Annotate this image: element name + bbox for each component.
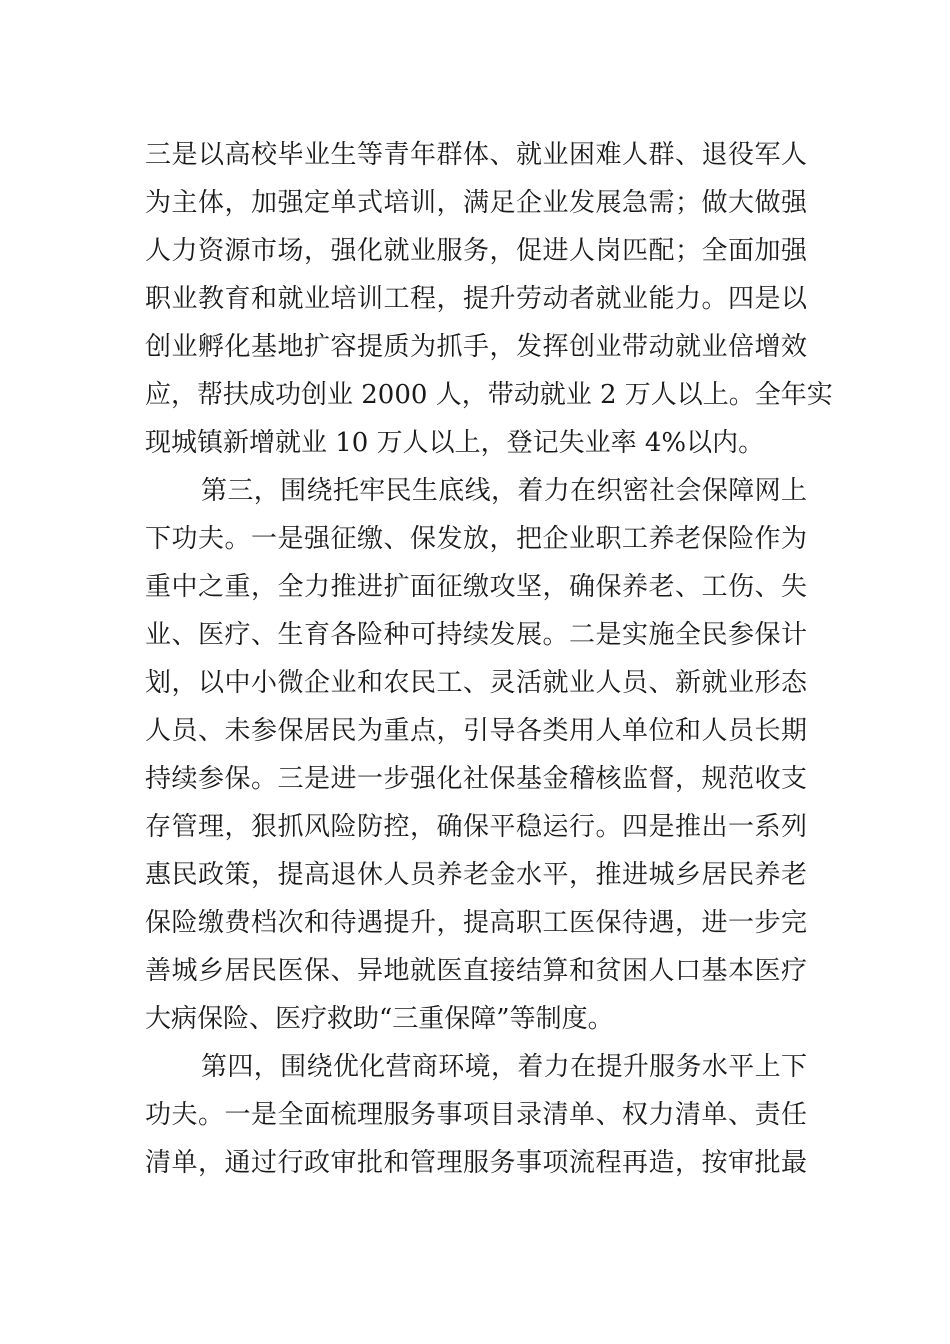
paragraph-line: 下功夫。一是强征缴、保发放，把企业职工养老保险作为: [145, 524, 807, 554]
paragraph-line: 第四，围绕优化营商环境，着力在提升服务水平上下: [201, 1052, 807, 1082]
paragraph-line: 应，帮扶成功创业 2000 人，带动就业 2 万人以上。全年实: [145, 380, 833, 410]
paragraph-line: 惠民政策，提高退休人员养老金水平，推进城乡居民养老: [145, 860, 807, 890]
paragraph-1: [145, 131, 833, 467]
paragraph-line: 善城乡居民医保、异地就医直接结算和贫困人口基本医疗: [145, 956, 807, 986]
paragraph-line: 人力资源市场，强化就业服务，促进人岗匹配；全面加强: [145, 236, 807, 266]
paragraph-line: 三是以高校毕业生等青年群体、就业困难人群、退役军人: [145, 140, 807, 170]
paragraph-line: 存管理，狠抓风险防控，确保平稳运行。四是推出一系列: [145, 812, 807, 842]
paragraph-line: 第三，围绕托牢民生底线，着力在织密社会保障网上: [201, 476, 807, 506]
paragraph-line: 人员、未参保居民为重点，引导各类用人单位和人员长期: [145, 716, 807, 746]
paragraph-line: 业、医疗、生育各险种可持续发展。二是实施全民参保计: [145, 620, 807, 650]
paragraph-line: 重中之重，全力推进扩面征缴攻坚，确保养老、工伤、失: [145, 572, 807, 602]
paragraph-line: 大病保险、医疗救助“三重保障”等制度。: [145, 1004, 614, 1034]
paragraph-line: 创业孵化基地扩容提质为抓手，发挥创业带动就业倍增效: [145, 332, 807, 362]
paragraph-line: 现城镇新增就业 10 万人以上，登记失业率 4%以内。: [145, 428, 765, 458]
paragraph-line: 保险缴费档次和待遇提升，提高职工医保待遇，进一步完: [145, 908, 807, 938]
paragraph-3: [145, 1043, 807, 1187]
paragraph-line: 为主体，加强定单式培训，满足企业发展急需；做大做强: [145, 188, 807, 218]
paragraph-line: 划，以中小微企业和农民工、灵活就业人员、新就业形态: [145, 668, 807, 698]
paragraph-2: [145, 467, 807, 1043]
document-body: [145, 131, 833, 1187]
paragraph-line: 持续参保。三是进一步强化社保基金稽核监督，规范收支: [145, 764, 807, 794]
paragraph-line: 职业教育和就业培训工程，提升劳动者就业能力。四是以: [145, 284, 807, 314]
paragraph-line: 清单，通过行政审批和管理服务事项流程再造，按审批最: [145, 1148, 807, 1178]
paragraph-line: 功夫。一是全面梳理服务事项目录清单、权力清单、责任: [145, 1100, 807, 1130]
